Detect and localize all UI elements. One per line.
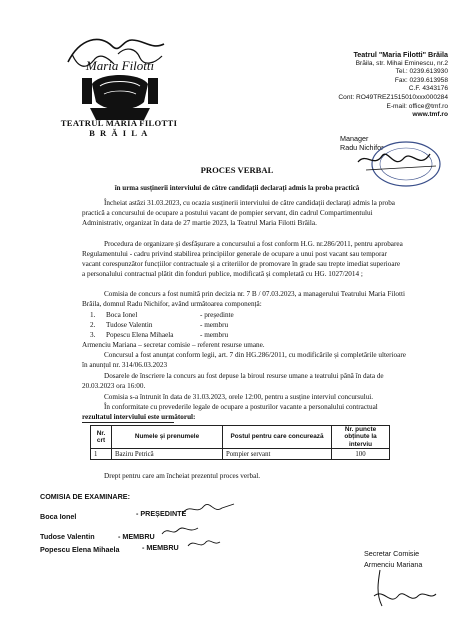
exam-member-3-signature — [186, 536, 222, 552]
paragraph-2-line-3: vacant corespunzător funcțiilor contractuale și a criteriilor de promovare în grade sau trepte imediat superioare — [82, 260, 401, 268]
paragraph-2-line-1: Procedura de organizare și desfășurare a concursului a fost conform H.G. nr.286/2011, pentru aprobarea — [104, 240, 403, 248]
logo-city: B R Ă I L A — [89, 128, 149, 138]
commission-member-1-role: - președinte — [200, 311, 234, 319]
document-title: PROCES VERBAL — [200, 165, 274, 175]
manager-name: Radu Nichifor — [340, 143, 384, 152]
contact-line-tel: Tel.: 0239.613930 — [395, 68, 448, 76]
commission-member-1-name: Boca Ionel — [106, 311, 138, 319]
signature-icon — [180, 500, 236, 518]
header-name: Numele și prenumele — [112, 426, 223, 449]
commission-member-3-role: - membru — [200, 331, 229, 339]
signature-icon — [186, 536, 222, 552]
exam-member-2-role: - MEMBRU — [118, 532, 155, 541]
logo-signature: Maria Filotti — [85, 58, 155, 73]
cell-points: 100 — [332, 449, 390, 460]
commission-member-3-num: 3. — [90, 331, 96, 339]
commission-member-2-name: Tudose Valentin — [106, 321, 153, 329]
commission-member-2-num: 2. — [90, 321, 96, 329]
table-row — [91, 449, 390, 460]
paragraph-1-line-1: Încheiat astăzi 31.03.2023, cu ocazia susținerii interviului de către candidații declarați admis la proba — [104, 199, 395, 207]
paragraph-4-line-2: în anunțul nr. 314/06.03.2023 — [82, 361, 168, 369]
contact-line-fax: Fax: 0239.613958 — [394, 76, 448, 84]
paragraph-7-line-2: rezultatul interviului este următorul: — [82, 413, 196, 421]
paragraph-6: Comisia s-a întrunit în data de 31.03.2023, orele 12:00, pentru a susține interviul concursului. — [104, 393, 374, 401]
exam-member-1-signature — [180, 500, 236, 518]
exam-member-2-name: Tudose Valentin — [40, 532, 95, 541]
contact-line-account: Cont: RO49TREZ1515010xxx000284 — [338, 93, 448, 101]
cell-nr: 1 — [91, 449, 112, 460]
logo-title: TEATRUL MARIA FILOTTI — [60, 118, 178, 128]
document-subtitle: în urma susținerii interviului de către candidații declarați admis la proba practică — [114, 184, 360, 192]
contact-line-web: www.tmf.ro — [412, 111, 448, 119]
contact-line-email: E-mail: office@tmf.ro — [386, 102, 448, 110]
paragraph-5-line-2: 20.03.2023 ora 16:00. — [82, 382, 146, 390]
paragraph-3-line-2: Brăila, domnul Radu Nichifor, având următoarea componență: — [82, 300, 262, 308]
signature-icon — [370, 566, 440, 612]
paragraph-7-line-1: În conformitate cu prevederile legale de ocupare a posturilor vacante a personalului contractual — [104, 403, 378, 411]
commission-member-3-name: Popescu Elena Mihaela — [106, 331, 174, 339]
commission-member-1-num: 1. — [90, 311, 96, 319]
secretary-signature — [370, 566, 440, 612]
secretary-line: Armenciu Mariana – secretar comisie – referent resurse umane. — [82, 341, 265, 349]
paragraph-2-line-4: a personalului contractual plătit din fonduri publice, modificată și completată cu HG. 1027/2014 ; — [82, 270, 363, 278]
contact-line-theatre: Teatrul "Maria Filotti" Brăila — [353, 50, 448, 59]
paragraph-1-line-3: Administrativ, organizat în data de 27 martie 2023, la Teatrul Maria Filotti Brăila. — [82, 219, 317, 227]
contact-block — [248, 51, 448, 120]
manager-role: Manager — [340, 134, 369, 143]
header-points: Nr. puncte obținute la interviu — [332, 426, 390, 449]
header-nr-crt: Nr. crt — [91, 426, 112, 449]
exam-member-3-name: Popescu Elena Mihaela — [40, 545, 120, 554]
exam-member-1-role: - PREȘEDINTE — [136, 509, 187, 518]
results-table-header-row — [91, 426, 390, 449]
contact-line-address: Brăila, str. Mihai Eminescu, nr.2 — [355, 59, 448, 67]
results-underline — [82, 422, 174, 423]
paragraph-4-line-1: Concursul a fost anunțat conform legii, art. 7 din HG.286/2011, cu modificările și completările ulterioare — [104, 351, 406, 359]
cell-name: Baziru Petrică — [112, 449, 223, 460]
exam-commission-heading: COMISIA DE EXAMINARE: — [40, 492, 130, 501]
paragraph-5-line-1: Dosarele de înscriere la concurs au fost depuse la biroul resurse umane a teatrului până în data de — [104, 372, 384, 380]
paragraph-3-line-1: Comisia de concurs a fost numită prin decizia nr. 7 B / 07.03.2023, a managerului Teatrului Maria Filotti — [104, 290, 405, 298]
cell-post: Pompier servant — [223, 449, 332, 460]
contact-line-cf: C.F. 4343176 — [408, 85, 448, 93]
header-post: Postul pentru care concurează — [223, 426, 332, 449]
commission-member-2-role: - membru — [200, 321, 229, 329]
exam-member-3-role: - MEMBRU — [142, 543, 179, 552]
paragraph-1-line-2: practică a concursului de ocupare a postului vacant de pompier servant, din cadrul Compartimentului — [82, 209, 373, 217]
closing-line: Drept pentru care am încheiat prezentul proces verbal. — [104, 472, 261, 480]
paragraph-2-line-2: Regulamentului - cadru privind stabilirea principiilor generale de ocupare a unui post vacant sau temporar — [82, 250, 387, 258]
results-table — [90, 425, 390, 460]
exam-member-1-name: Boca Ionel — [40, 512, 77, 521]
secretary-role: Secretar Comisie — [364, 549, 420, 558]
secretary-name: Armenciu Mariana — [364, 560, 423, 569]
